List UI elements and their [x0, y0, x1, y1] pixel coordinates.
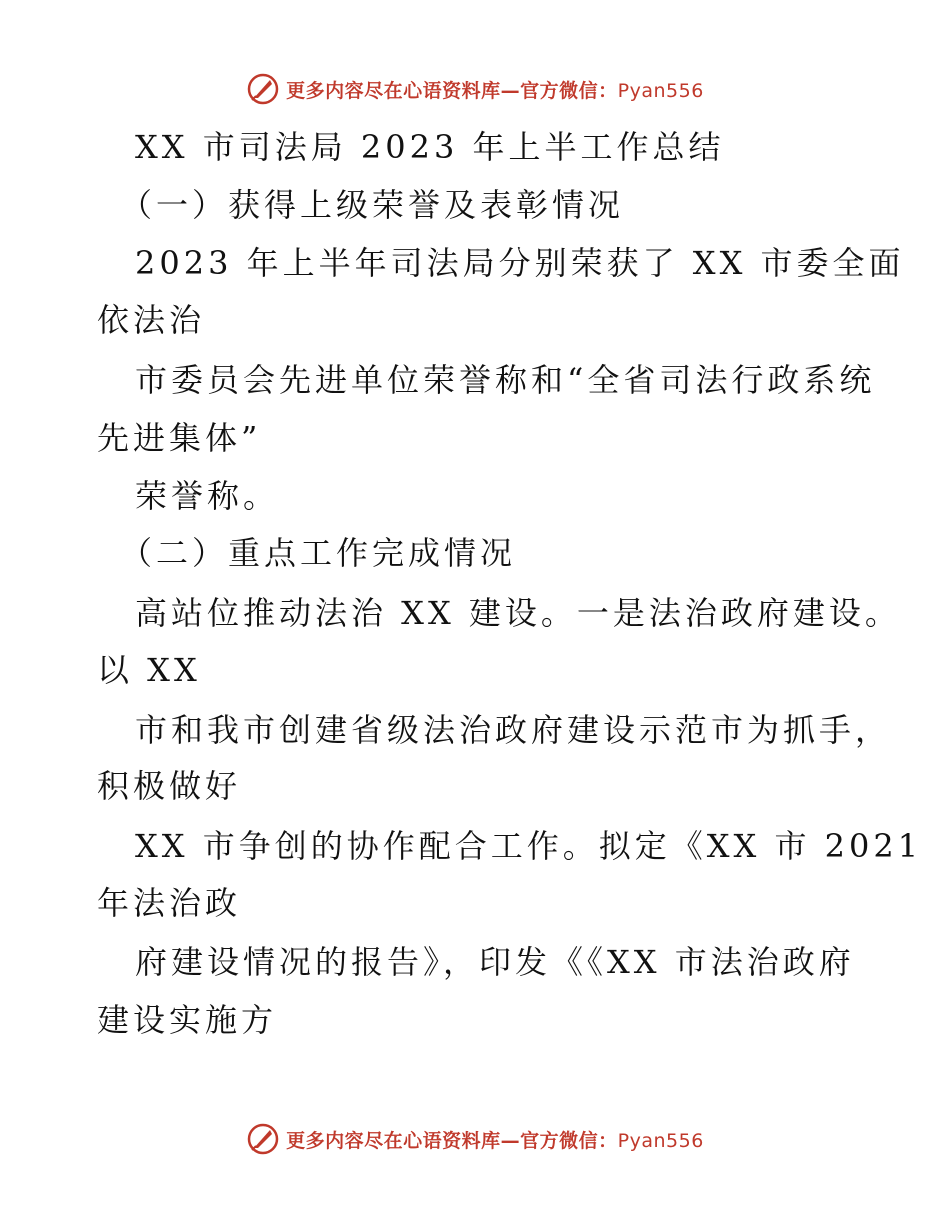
paragraph-line: 市委员会先进单位荣誉称和“全省司法行政系统 [135, 361, 876, 399]
paragraph-line: 积极做好 [97, 767, 242, 805]
paragraph-line: 年法治政 [97, 884, 242, 922]
paragraph-line: 高站位推动法治 XX 建设。一是法治政府建设。 [135, 594, 901, 632]
footer-watermark [0, 1122, 950, 1156]
section-heading: （二）重点工作完成情况 [120, 534, 517, 572]
paragraph-line: 府建设情况的报告》，印发《《XX 市法治政府 [135, 943, 855, 981]
section-heading: （一）获得上级荣誉及表彰情况 [120, 186, 625, 224]
document-title: XX 市司法局 2023 年上半工作总结 [135, 128, 725, 166]
paragraph-line: 依法治 [97, 301, 206, 339]
paragraph-line: 以 XX [97, 651, 201, 689]
feather-pen-icon [246, 72, 280, 106]
paragraph-line: 2023 年上半年司法局分别荣获了 XX 市委全面 [135, 244, 905, 282]
paragraph-line: 先进集体” [97, 419, 262, 457]
paragraph-line: 市和我市创建省级法治政府建设示范市为抓手， [135, 711, 892, 749]
header-watermark [0, 72, 950, 106]
feather-pen-icon [246, 1122, 280, 1156]
watermark-text: 更多内容尽在心语资料库—官方微信：Pyan556 [286, 79, 704, 102]
paragraph-line: 荣誉称。 [135, 477, 280, 515]
paragraph-line: 建设实施方 [97, 1001, 278, 1039]
watermark-text: 更多内容尽在心语资料库—官方微信：Pyan556 [286, 1129, 704, 1152]
paragraph-line: XX 市争创的协作配合工作。拟定《XX 市 2021 [135, 827, 923, 865]
